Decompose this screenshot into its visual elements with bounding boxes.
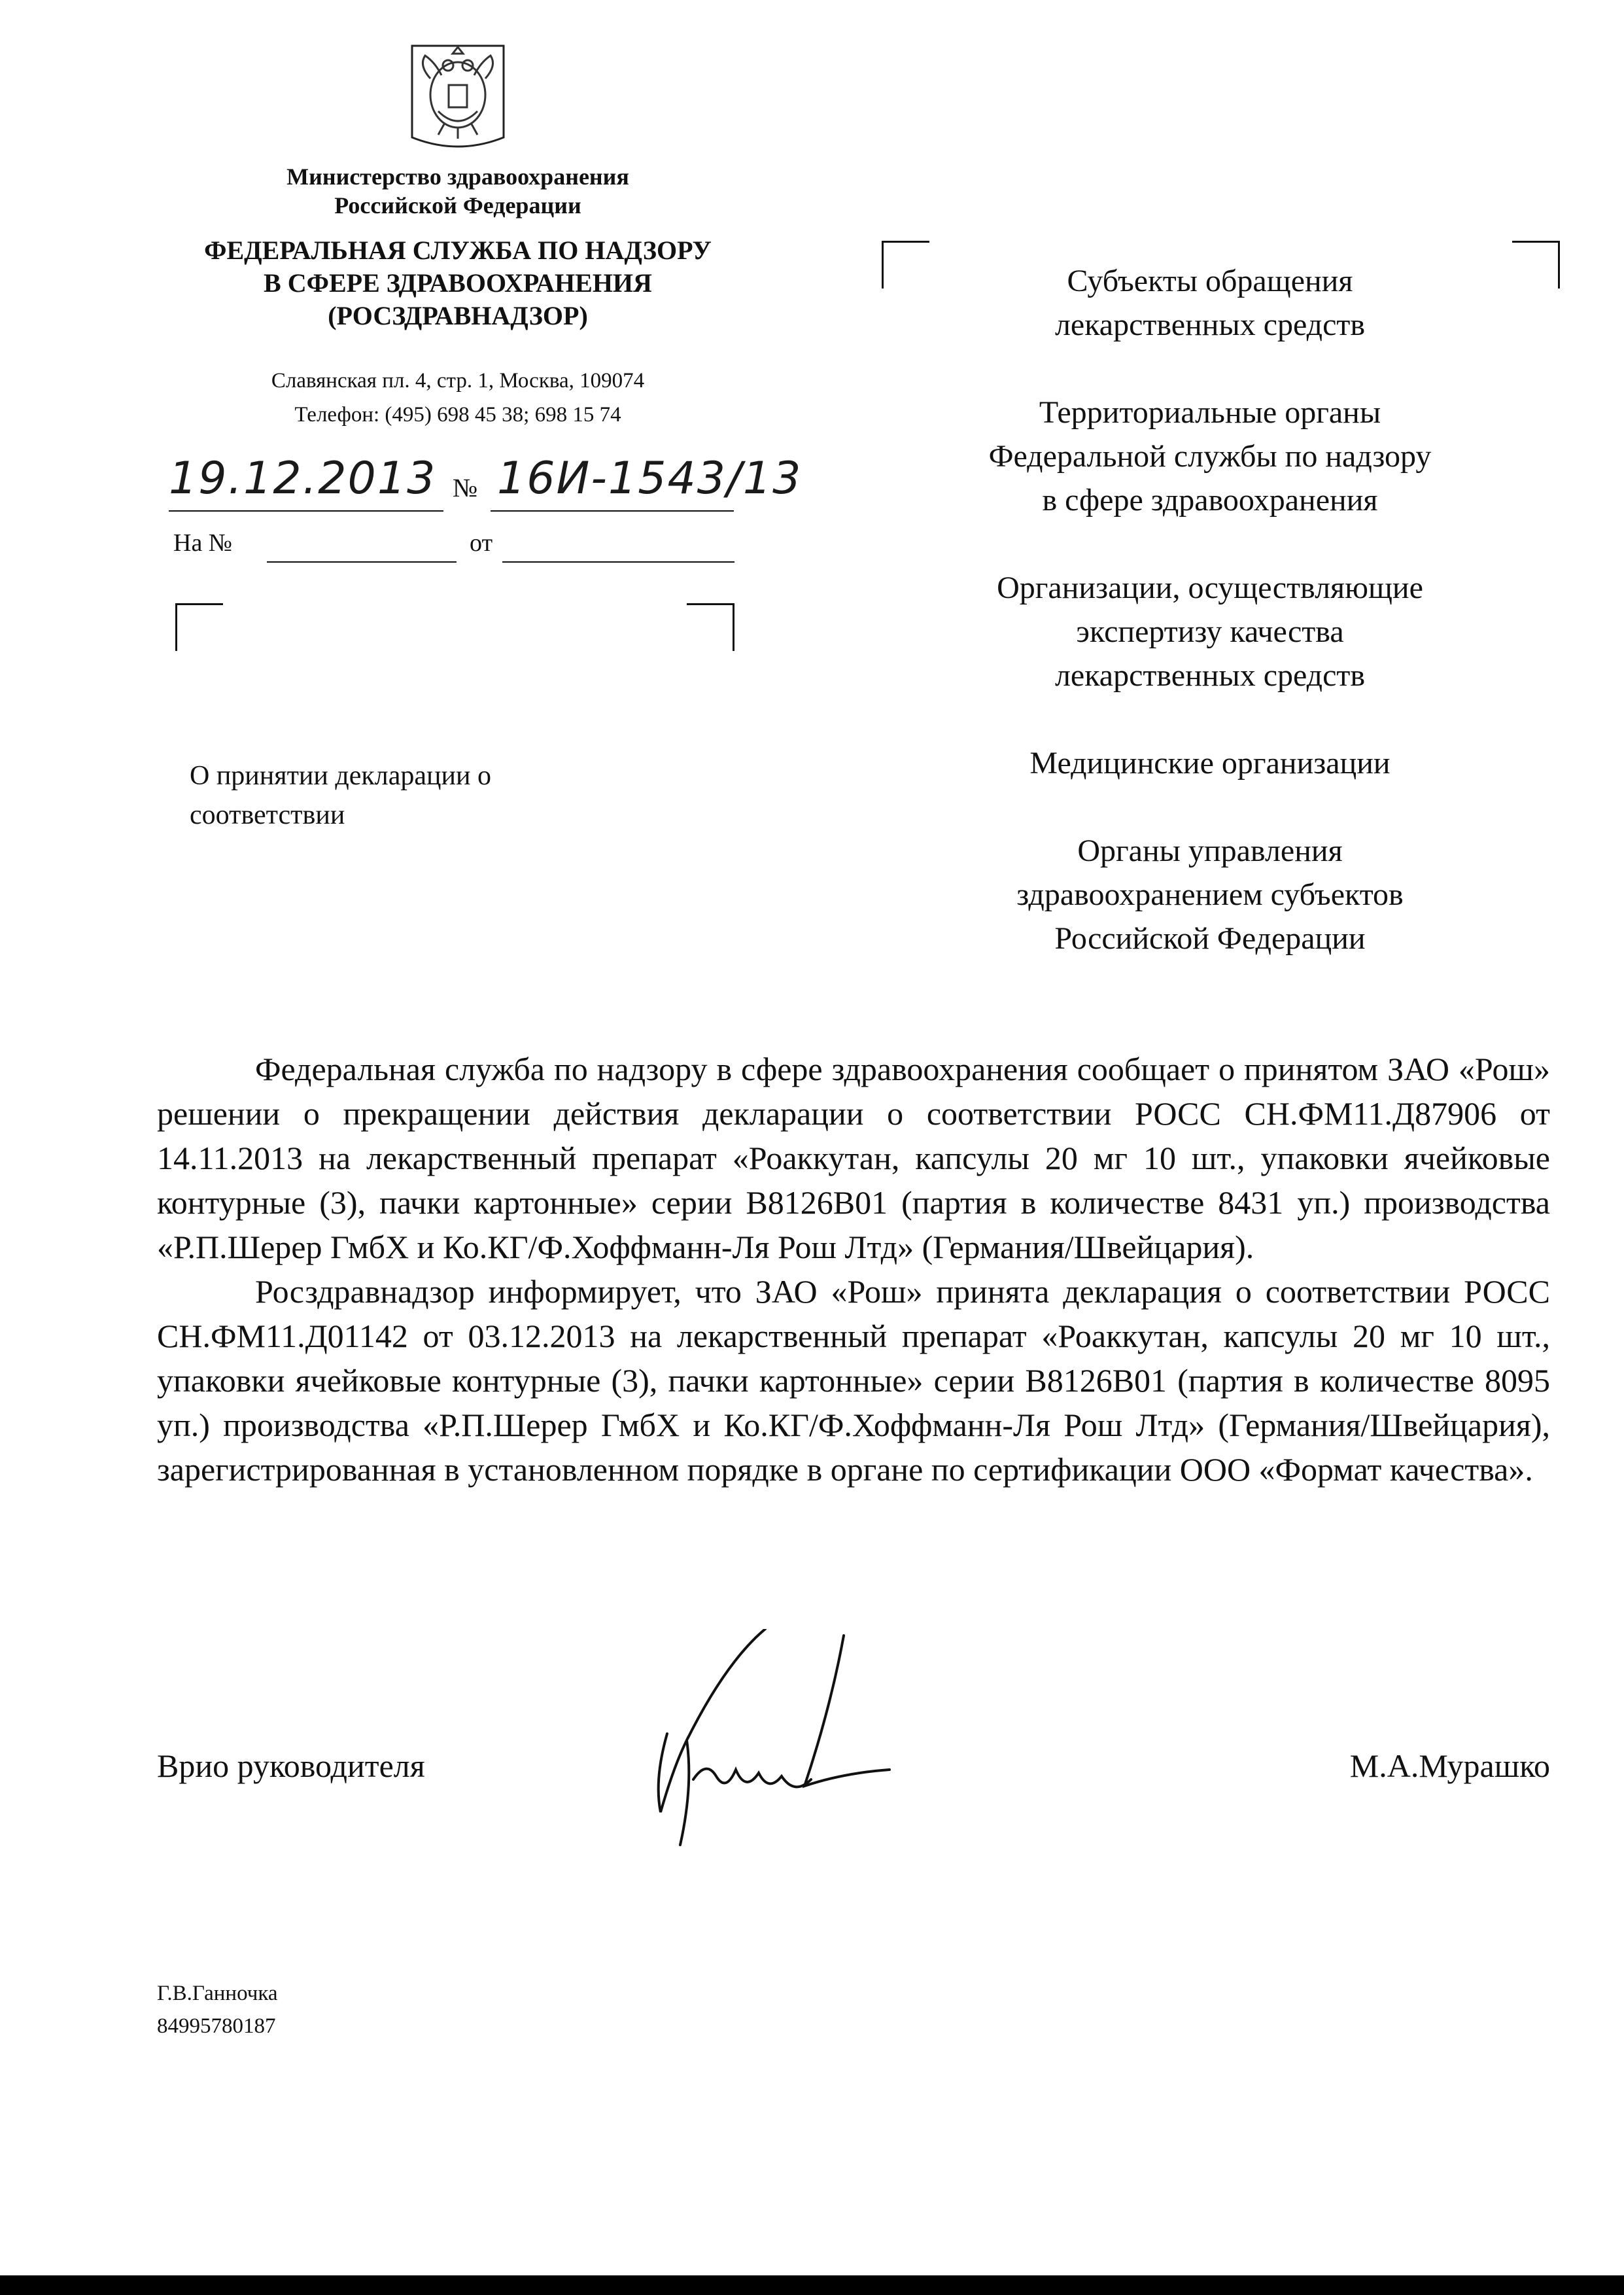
service-line-2: В СФЕРЕ ЗДРАВООХРАНЕНИЯ — [264, 268, 652, 298]
phone: Телефон: (495) 698 45 38; 698 15 74 — [294, 403, 621, 427]
addressee-line: Территориальные органы — [1039, 395, 1381, 430]
addressee-line: экспертизу качества — [1076, 614, 1344, 649]
addressee-line: Федеральной службы по надзору — [988, 439, 1432, 474]
date-underline — [169, 510, 443, 512]
addressee-group — [903, 259, 1517, 347]
ministry-line-1: Министерство здравоохранения — [286, 164, 629, 190]
body-paragraph-2: Росздравнадзор информирует, что ЗАО «Рош» принята декларация о соответствии РОСС СН.ФМ11.Д01142 от 03.12.2013 на лекарственный препарат «Роаккутан, капсулы 20 мг 10 шт., упаковки ячейковые контурные (3), пачки картонные» серии В8126В01 (партия в количестве 8095 уп.) производства «Р.П.Шерер ГмбХ и Ко.КГ/Ф.Хоффманн-Ля Рош Лтд» (Германия/Швейцария), зарегистрированная в установленном порядке в органе по сертификации ООО «Формат качества». — [157, 1273, 1550, 1488]
number-sign: № — [453, 473, 478, 502]
from-label: от — [470, 529, 493, 557]
scan-border — [0, 2275, 1624, 2295]
executor-block — [157, 1977, 278, 2042]
subject-corner-left — [175, 603, 223, 651]
handwritten-signature — [628, 1629, 922, 1865]
addressee-group — [903, 741, 1517, 785]
addressee-line: лекарственных средств — [1054, 307, 1366, 342]
addressee-line: Организации, осуществляющие — [997, 570, 1423, 605]
addressee-group — [903, 829, 1517, 960]
service-line-3: (РОСЗДРАВНАДЗОР) — [328, 301, 588, 330]
ministry-name — [190, 162, 726, 220]
letter-body — [157, 1047, 1550, 1492]
subject-line-1: О принятии декларации о — [190, 761, 491, 791]
addressee-list — [903, 259, 1517, 1004]
service-name — [150, 234, 765, 332]
subject-corner-right — [687, 603, 734, 651]
executor-phone: 84995780187 — [157, 2014, 276, 2038]
ref-label: На № — [173, 529, 233, 557]
ref-number-line — [267, 561, 457, 563]
addressee-line: Медицинские организации — [1029, 746, 1391, 780]
address: Славянская пл. 4, стр. 1, Москва, 109074 — [271, 369, 645, 393]
signatory-name: М.А.Мурашко — [1349, 1747, 1550, 1784]
executor-name: Г.В.Ганночка — [157, 1982, 278, 2005]
service-line-1: ФЕДЕРАЛЬНАЯ СЛУЖБА ПО НАДЗОРУ — [204, 236, 712, 265]
number-underline — [491, 510, 734, 512]
addressee-line: Субъекты обращения — [1067, 264, 1353, 298]
addressee-group — [903, 566, 1517, 697]
letter-number: 16И-1543/13 — [497, 453, 803, 504]
addressee-line: в сфере здравоохранения — [1042, 483, 1378, 517]
subject-line-2: соответствии — [190, 800, 345, 830]
address-block — [190, 364, 726, 432]
addressee-line: Органы управления — [1077, 833, 1343, 868]
addressee-group — [903, 391, 1517, 522]
coat-of-arms-icon — [406, 39, 510, 157]
addressee-line: лекарственных средств — [1054, 658, 1366, 693]
signatory-position: Врио руководителя — [157, 1747, 425, 1784]
addressee-line: здравоохранением субъектов — [1016, 877, 1404, 912]
ref-date-line — [502, 561, 734, 563]
letter-date: 19.12.2013 — [169, 453, 437, 504]
addressee-line: Российской Федерации — [1054, 921, 1366, 956]
body-paragraph-1: Федеральная служба по надзору в сфере здравоохранения сообщает о принятом ЗАО «Рош» решении о прекращении действия декларации о соответствии РОСС СН.ФМ11.Д87906 от 14.11.2013 на лекарственный препарат «Роаккутан, капсулы 20 мг 10 шт., упаковки ячейковые контурные (3), пачки картонные» серии В8126В01 (партия в количестве 8431 уп.) производства «Р.П.Шерер ГмбХ и Ко.КГ/Ф.Хоффманн-Ля Рош Лтд» (Германия/Швейцария). — [157, 1051, 1550, 1265]
addressee-corner-right — [1512, 241, 1560, 289]
letter-subject — [190, 756, 648, 835]
ministry-line-2: Российской Федерации — [334, 192, 581, 219]
